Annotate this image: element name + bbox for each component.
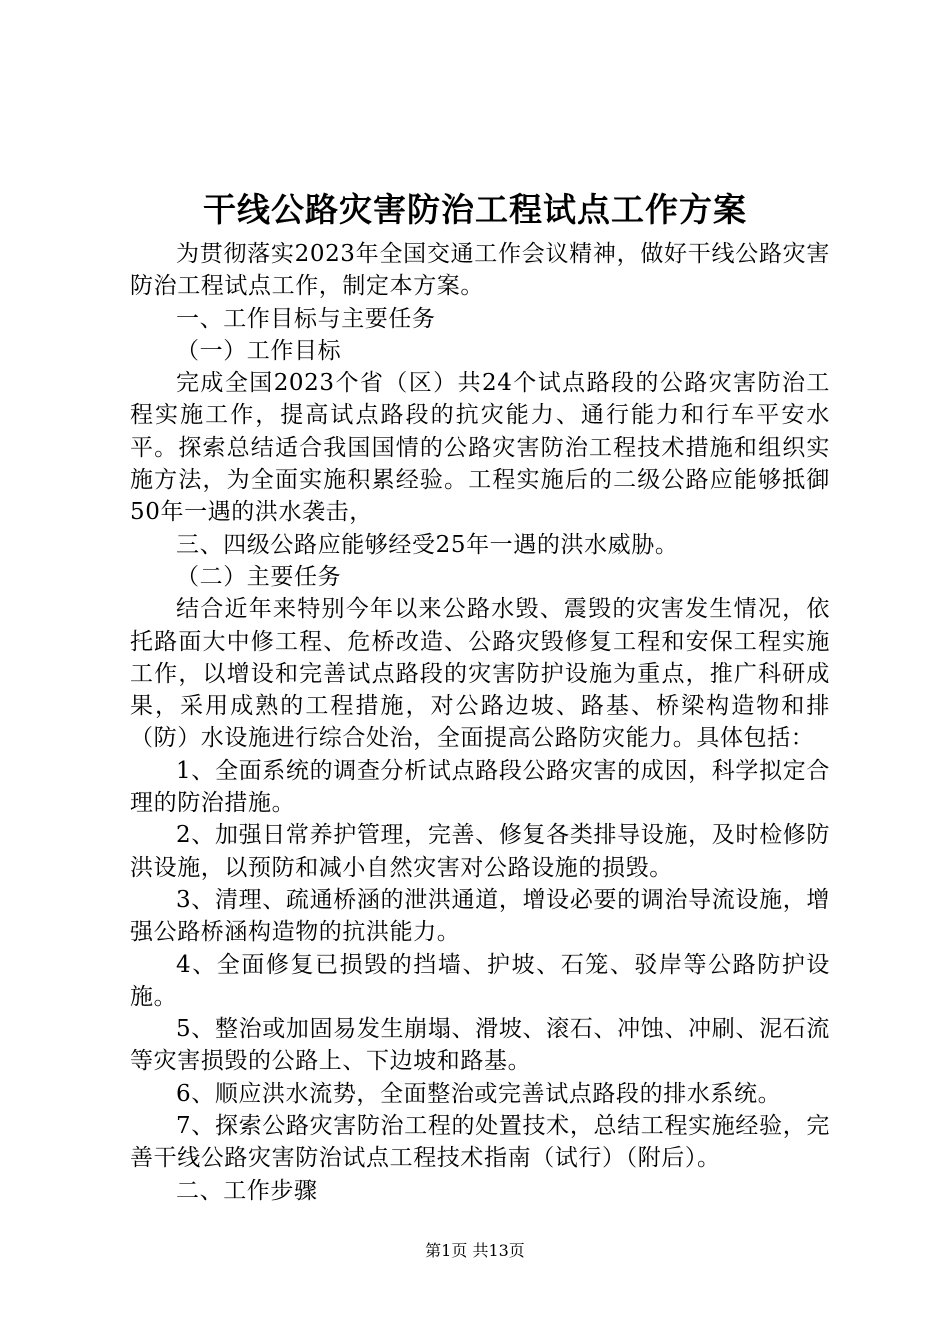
page-number: 第1页 共13页 xyxy=(425,1241,525,1260)
paragraph-main-tasks: 结合近年来特别今年以来公路水毁、震毁的灾害发生情况，依托路面大中修工程、危桥改造、公路灾毁修复工程和安保工程实施工作，以增设和完善试点路段的灾害防护设施为重点，推广科研成果，采用成熟的工程措施，对公路边坡、路基、桥梁构造物和排（防）水设施进行综合处治，全面提高公路防灾能力。具体包括： xyxy=(130,596,830,752)
list-item-1: 1、全面系统的调查分析试点路段公路灾害的成因，科学拟定合理的防治措施。 xyxy=(130,757,830,817)
document-title: 干线公路灾害防治工程试点工作方案 xyxy=(203,190,747,229)
list-item-2: 2、加强日常养护管理，完善、修复各类排导设施，及时检修防洪设施，以预防和减小自然灾害对公路设施的损毁。 xyxy=(130,822,830,881)
list-item-3: 3、清理、疏通桥涵的泄洪通道，增设必要的调治导流设施，增强公路桥涵构造物的抗洪能力。 xyxy=(130,886,830,946)
paragraph-intro: 为贯彻落实2023年全国交通工作会议精神，做好干线公路灾害防治工程试点工作，制定本方案。 xyxy=(130,241,830,300)
heading-subsection-2: （二）主要任务 xyxy=(176,563,342,590)
list-item-4: 4、全面修复已损毁的挡墙、护坡、石笼、驳岸等公路防护设施。 xyxy=(130,951,830,1010)
paragraph-flood-threat: 三、四级公路应能够经受25年一遇的洪水威胁。 xyxy=(176,531,679,558)
heading-section-2: 二、工作步骤 xyxy=(176,1177,318,1204)
heading-subsection-1: （一）工作目标 xyxy=(176,337,342,364)
paragraph-work-goal: 完成全国2023个省（区）共24个试点路段的公路灾害防治工程实施工作，提高试点路段的抗灾能力、通行能力和行车平安水平。探索总结适合我国国情的公路灾害防治工程技术措施和组织实施方法，为全面实施积累经验。工程实施后的二级公路应能够抵御50年一遇的洪水袭击， xyxy=(130,370,830,526)
list-item-6: 6、顺应洪水流势，全面整治或完善试点路段的排水系统。 xyxy=(176,1080,782,1107)
list-item-5: 5、整治或加固易发生崩塌、滑坡、滚石、冲蚀、冲刷、泥石流等灾害损毁的公路上、下边坡和路基。 xyxy=(130,1016,830,1075)
document-body xyxy=(130,238,830,1207)
heading-section-1: 一、工作目标与主要任务 xyxy=(176,305,436,332)
list-item-7: 7、探索公路灾害防治工程的处置技术，总结工程实施经验，完善干线公路灾害防治试点工程技术指南（试行）（附后）。 xyxy=(130,1113,830,1172)
